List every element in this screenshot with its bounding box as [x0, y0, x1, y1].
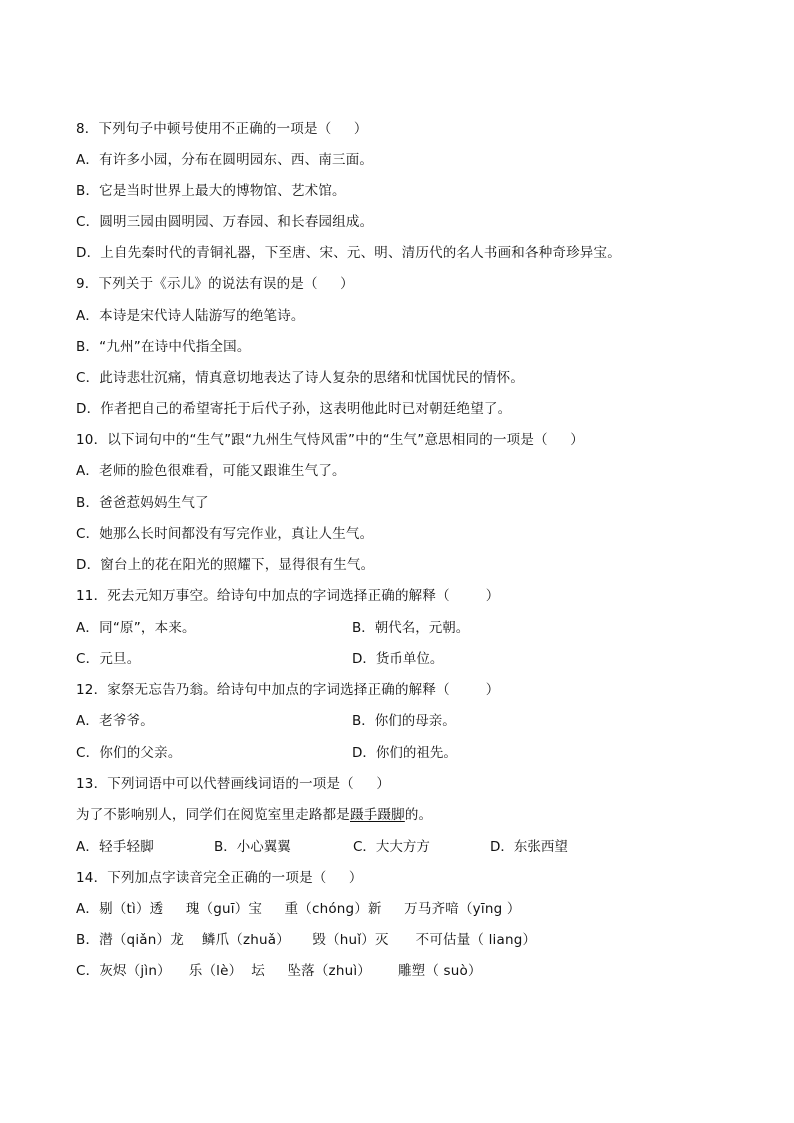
q8-option-c: C．圆明三园由圆明园、万春园、和长春园组成。: [76, 214, 374, 230]
q13-stem: 13．下列词语中可以代替画线词语的一项是（ ）: [76, 776, 391, 792]
q8-option-d: D．上自先秦时代的青铜礼器，下至唐、宋、元、明、清历代的名人书画和各种奇珍异宝。: [76, 245, 621, 261]
q9-option-c: C．此诗悲壮沉痛，情真意切地表达了诗人复杂的思绪和忧国忧民的情怀。: [76, 370, 525, 386]
q11-option-a: A．同“原”，本来。: [76, 620, 196, 636]
q9-stem: 9．下列关于《示儿》的说法有误的是（ ）: [76, 276, 354, 292]
q11-option-c: C．元旦。: [76, 651, 141, 667]
q11-option-b: B．朝代名，元朝。: [352, 620, 470, 636]
q9-option-d: D．作者把自己的希望寄托于后代子孙，这表明他此时已对朝廷绝望了。: [76, 401, 512, 417]
q12-stem: 12．家祭无忘告乃翁。给诗句中加点的字词选择正确的解释（ ）: [76, 682, 500, 698]
q10-stem: 10．以下词句中的“生气”跟“九州生气恃风雷”中的“生气”意思相同的一项是（ ）: [76, 432, 584, 448]
q13-sentence-before: 为了不影响别人，同学们在阅览室里走路都是: [76, 807, 350, 823]
q12-option-c: C．你们的父亲。: [76, 745, 182, 761]
q10-option-c: C．她那么长时间都没有写完作业，真让人生气。: [76, 526, 374, 542]
q12-option-b: B．你们的母亲。: [352, 713, 456, 729]
q8-stem: 8．下列句子中顿号使用不正确的一项是（ ）: [76, 121, 368, 137]
q14-option-a: A．剔（tì）透 瑰（guī）宝 重（chóng）新 万马齐喑（yīng ）: [76, 901, 521, 917]
q14-option-c: C．灰烬（jìn） 乐（lè） 坛 坠落（zhuì） 雕塑（ suò）: [76, 963, 482, 979]
q12-option-d: D．你们的祖先。: [352, 745, 457, 761]
q10-option-a: A．老师的脸色很难看，可能又跟谁生气了。: [76, 463, 346, 479]
q13-option-d: D．东张西望: [490, 839, 568, 855]
q13-sentence: [76, 806, 432, 824]
q13-underlined-phrase: 蹑手蹑脚: [350, 807, 405, 823]
q10-option-d: D．窗台上的花在阳光的照耀下，显得很有生气。: [76, 557, 375, 573]
q12-option-a: A．老爷爷。: [76, 713, 154, 729]
q13-option-a: A．轻手轻脚: [76, 839, 154, 855]
q11-stem: 11．死去元知万事空。给诗句中加点的字词选择正确的解释（ ）: [76, 588, 500, 604]
q14-stem: 14．下列加点字读音完全正确的一项是（ ）: [76, 870, 363, 886]
q13-sentence-after: 的。: [404, 807, 433, 823]
q9-option-b: B．“九州”在诗中代指全国。: [76, 339, 251, 355]
q11-option-d: D．货币单位。: [352, 651, 444, 667]
q9-option-a: A．本诗是宋代诗人陆游写的绝笔诗。: [76, 308, 305, 324]
q13-option-c: C．大大方方: [353, 839, 430, 855]
q14-option-b: B．潜（qiǎn）龙 鳞爪（zhuǎ） 毁（huǐ）灭 不可估量（ liang）: [76, 932, 537, 948]
q8-option-a: A．有许多小园，分布在圆明园东、西、南三面。: [76, 152, 374, 168]
q13-option-b: B．小心翼翼: [214, 839, 291, 855]
q8-option-b: B．它是当时世界上最大的博物馆、艺术馆。: [76, 183, 346, 199]
q10-option-b: B．爸爸惹妈妈生气了: [76, 495, 209, 511]
